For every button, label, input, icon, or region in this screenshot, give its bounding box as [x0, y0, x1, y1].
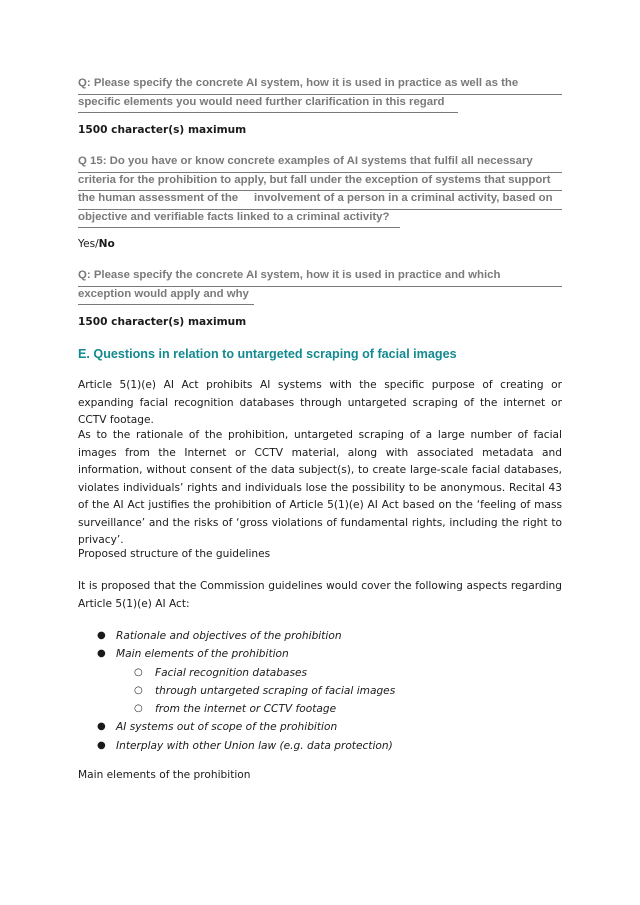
paragraph-rationale: As to the rationale of the prohibition, untargeted scraping of a large number of facial images from the Internet or CCTV material, along with associated metadata and information, without consent of the data subject(s), to create large-scale facial databases, violates individuals’ rights and individuals lose the possibility to be anonymous. Recital 43 of the AI Act justifies the prohibition of Article 5(1)(e) AI Act based on the ‘feeling of mass surveillance’ and the risks of ‘gross violations of fundamental rights, including the right to privacy’. — [78, 429, 562, 546]
question-15 — [78, 154, 562, 228]
outline-item-text: Main elements of the prohibition — [116, 648, 289, 661]
main-elements-label: Main elements of the prohibition — [78, 769, 251, 781]
followup-question-2 — [78, 268, 562, 305]
character-limit-1: 1500 character(s) maximum — [78, 124, 247, 136]
question-line: criteria for the prohibition to apply, but fall under the exception of systems that support — [78, 173, 562, 192]
outline-item-text: Interplay with other Union law (e.g. data protection) — [116, 739, 393, 752]
outline-item-text: Rationale and objectives of the prohibition — [116, 630, 342, 642]
outline-item-text: through untargeted scraping of facial images — [155, 684, 396, 697]
bullet-icon: ● — [97, 630, 106, 641]
hollow-bullet-icon: ○ — [134, 703, 143, 715]
character-limit-2: 1500 character(s) maximum — [78, 316, 247, 328]
hollow-bullet-icon: ○ — [134, 666, 143, 678]
proposed-structure-label: Proposed structure of the guidelines — [78, 548, 271, 560]
outline-item-text: from the internet or CCTV footage — [155, 703, 337, 716]
outline-item-text: AI systems out of scope of the prohibition — [116, 721, 338, 734]
yes-no-answer — [78, 236, 562, 254]
outline-subitem — [78, 664, 562, 682]
answer-yes: Yes/ — [78, 238, 99, 250]
question-line: exception would apply and why — [78, 287, 254, 306]
section-e-heading: E. Questions in relation to untargeted scraping of facial images — [78, 347, 457, 361]
question-line: Q: Please specify the concrete AI system, how it is used in practice as well as the — [78, 76, 562, 95]
bullet-icon: ● — [97, 721, 106, 733]
bullet-icon: ● — [97, 648, 106, 660]
guidelines-outline — [78, 627, 562, 755]
outline-item-text: Facial recognition databases — [155, 666, 308, 679]
paragraph-article: Article 5(1)(e) AI Act prohibits AI systems with the specific purpose of creating or expanding facial recognition databases through untargeted scraping of the internet or CCTV footage. — [78, 379, 562, 426]
outline-item — [78, 737, 562, 755]
question-line: the human assessment of the involvement of a person in a criminal activity, based on — [78, 191, 562, 210]
outline-item — [78, 718, 562, 736]
answer-no-selected: No — [98, 238, 115, 250]
followup-question-1 — [78, 76, 562, 113]
hollow-bullet-icon: ○ — [134, 684, 143, 696]
outline-item — [78, 627, 562, 645]
paragraph-proposed: It is proposed that the Commission guidelines would cover the following aspects regarding Article 5(1)(e) AI Act: — [78, 580, 562, 610]
outline-item — [78, 645, 562, 663]
question-line: Q: Please specify the concrete AI system, how it is used in practice and which — [78, 268, 562, 287]
question-line: Q 15: Do you have or know concrete examples of AI systems that fulfil all necessary — [78, 154, 562, 173]
question-line: objective and verifiable facts linked to a criminal activity? — [78, 210, 400, 229]
question-line: specific elements you would need further clarification in this regard — [78, 95, 458, 114]
bullet-icon: ● — [97, 739, 106, 751]
outline-subitem — [78, 700, 562, 718]
outline-subitem — [78, 682, 562, 700]
